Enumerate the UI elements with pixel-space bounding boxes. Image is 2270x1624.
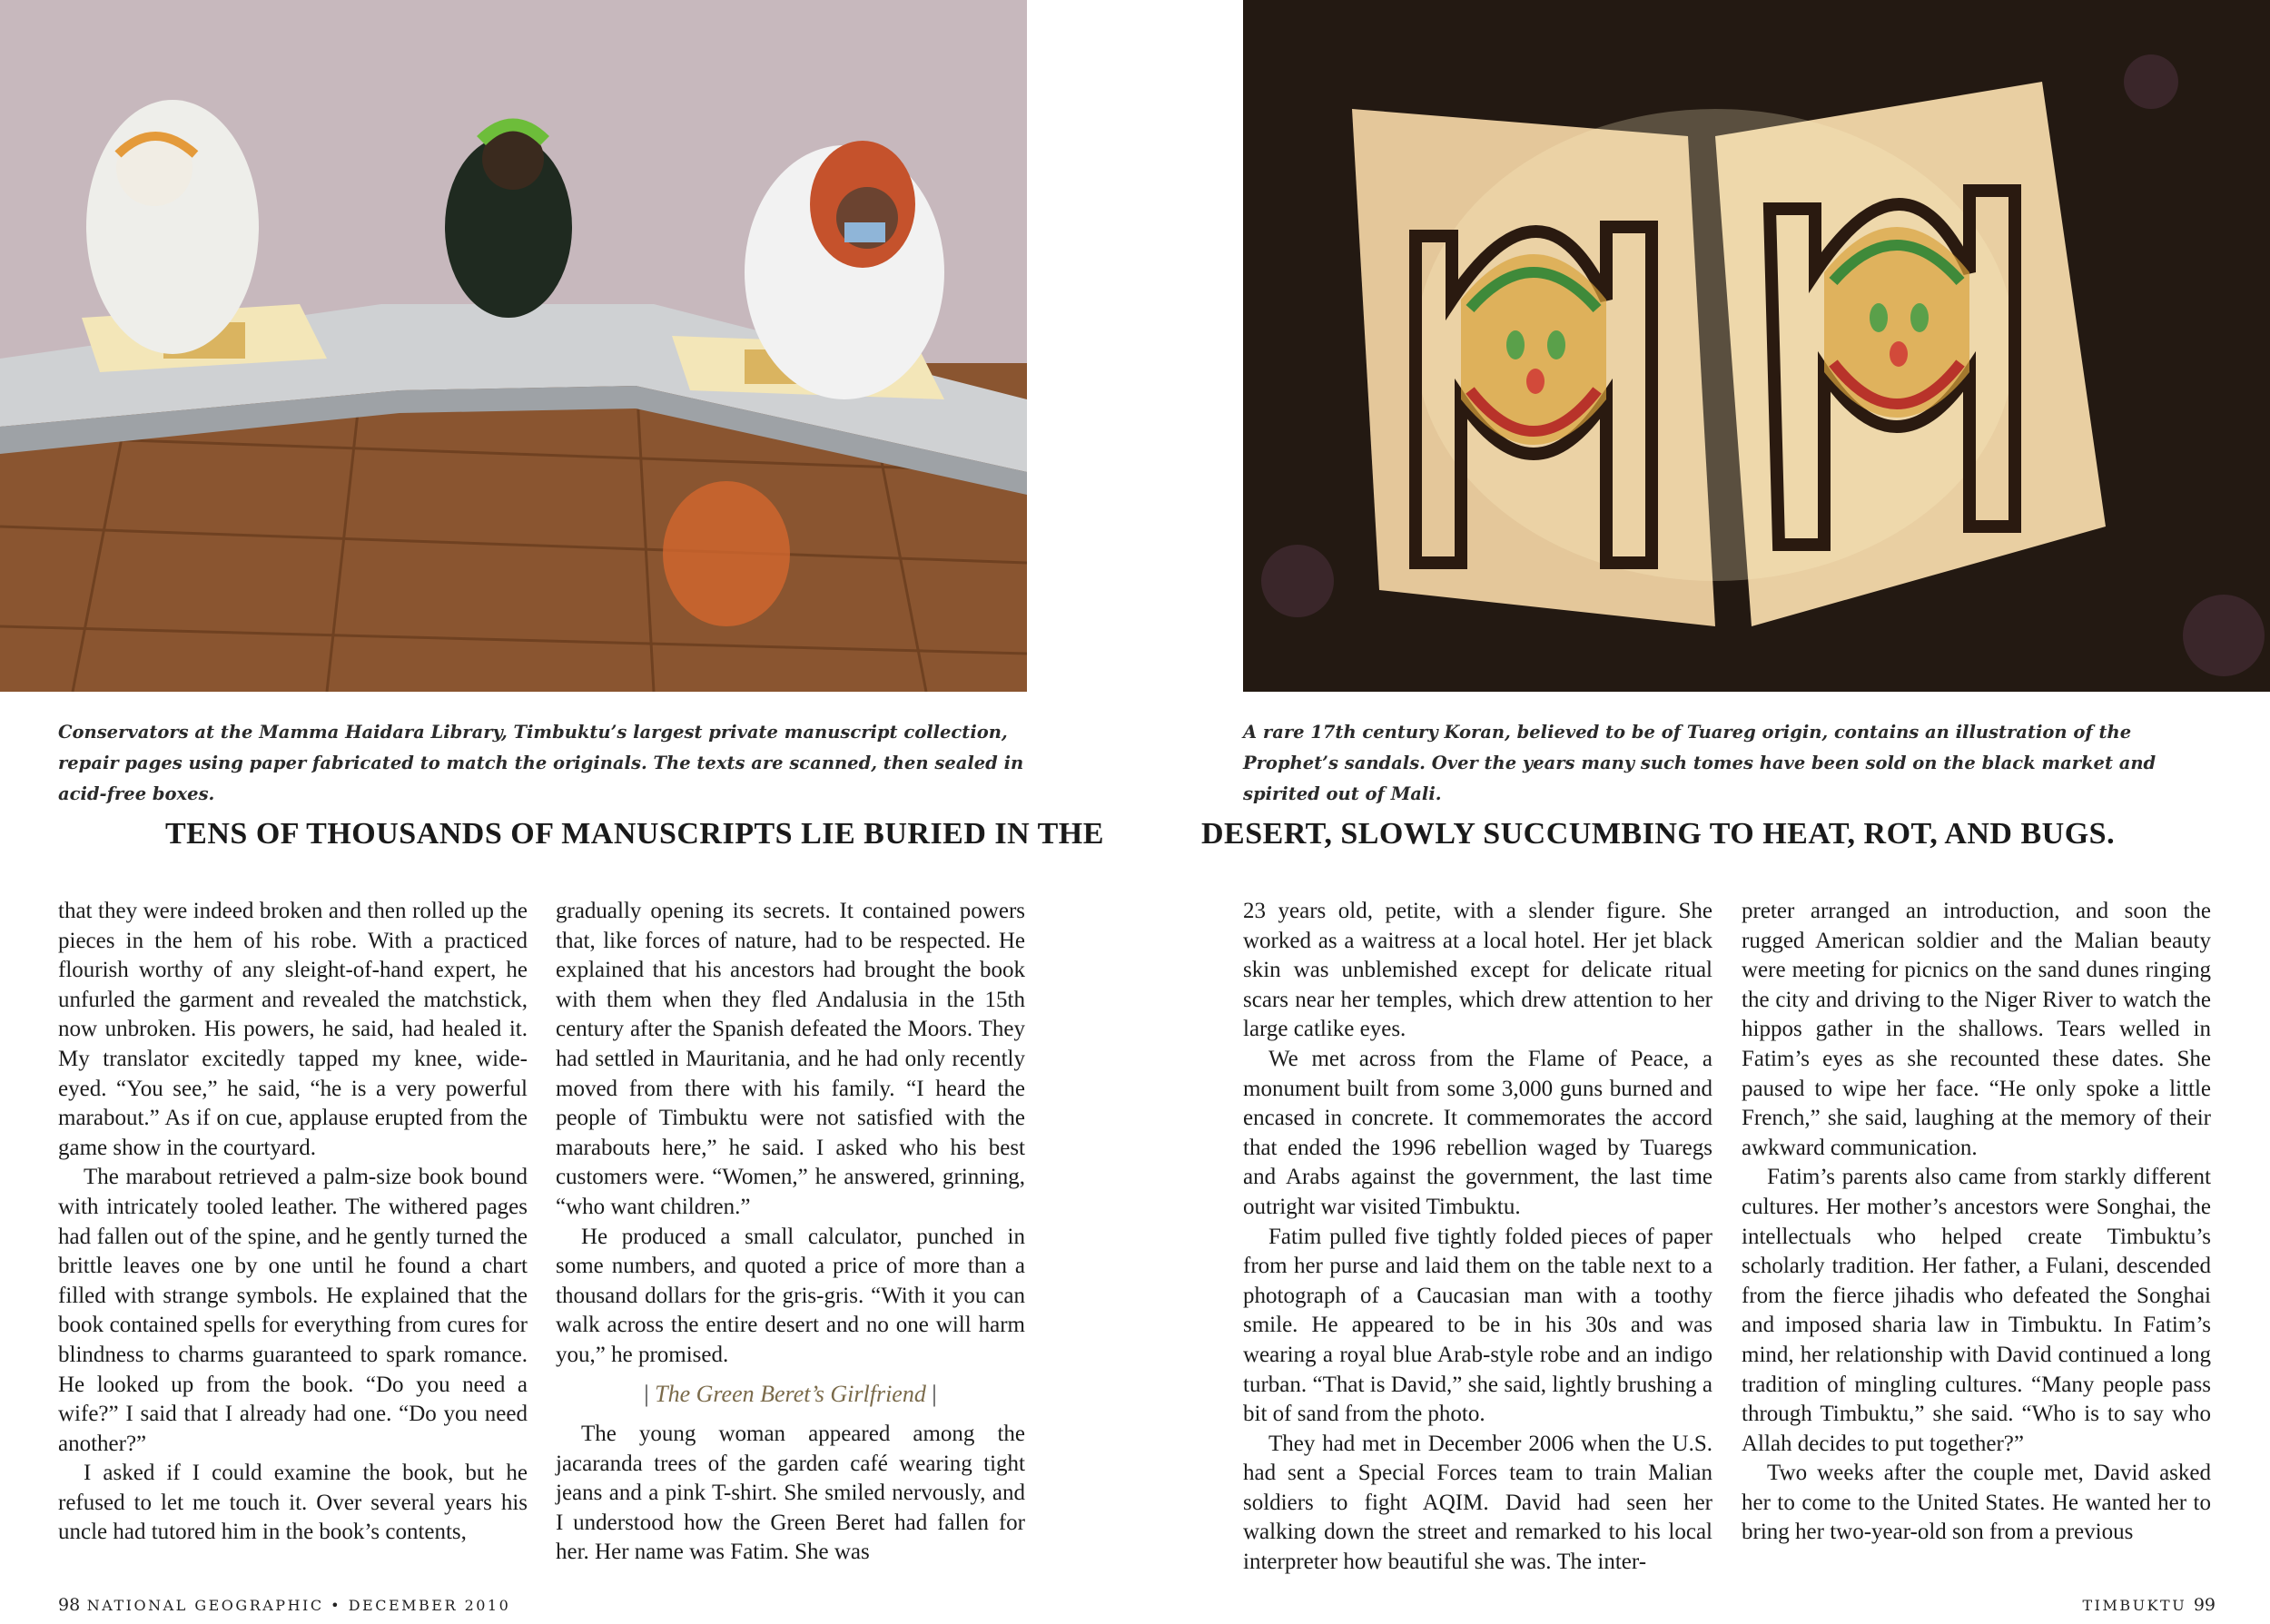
- conservators-photo-illustration: [0, 0, 1027, 692]
- paragraph: He produced a small calculator, punched in some numbers, and quoted a price of more than a thousand dollars for the gris-gris. “With it you can walk across the entire desert and no one will harm you,” he promised.: [556, 1224, 1025, 1367]
- paragraph: Fatim pulled five tightly folded pieces of paper from her purse and laid them on the table next to a photograph of a Caucasian man with a toothy smile. He appeared to be in his 30s and was wearing a royal blue Arab-style robe and an indigo turban. “That is David,” she said, lightly brushing a bit of sand from the photo.: [1243, 1224, 1712, 1427]
- photo-koran: [1243, 0, 2270, 692]
- subhead-rule-left: |: [644, 1380, 649, 1407]
- paragraph: The young woman appeared among the jacaranda trees of the garden café wearing tight jeans and a pink T-shirt. She smiled nervously, and I understood how the Green Beret had fallen for her. Her name was Fatim. She was: [556, 1422, 1025, 1565]
- section-subhead: [556, 1380, 1025, 1410]
- page-number-right: 99: [2193, 1595, 2216, 1615]
- paragraph: They had met in December 2006 when the U.S. had sent a Special Forces team to train Malian soldiers to fight AQIM. David had seen her walking down the street and remarked to his local interpreter how beautiful she was. The inter-: [1243, 1431, 1712, 1575]
- article-column-2: [556, 897, 1025, 1568]
- paragraph: Two weeks after the couple met, David asked her to come to the United States. He wanted her to bring her two-year-old son from a previous: [1742, 1461, 2211, 1545]
- paragraph: 23 years old, petite, with a slender figure. She worked as a waitress at a local hotel. Her jet black skin was unblemished except for delicate ritual scars near her temples, which drew attention to her large catlike eyes.: [1243, 899, 1712, 1042]
- paragraph: We met across from the Flame of Peace, a monument built from some 3,000 guns burned and encased in concrete. It commemorates the accord that ended the 1996 rebellion waged by Tuaregs and Arabs against the government, the last time outright war visited Timbuktu.: [1243, 1046, 1712, 1219]
- paragraph: The marabout retrieved a palm-size book bound with intricately tooled leather. The withered pages had fallen out of the spine, and he gently turned the brittle leaves one by one until he found a chart filled with strange symbols. He explained that the book contained spells for everything from cures for blindness to charms guaranteed to spark romance. He looked up from the book. “Do you need a wife?” I said that I already had one. “Do you need another?”: [58, 1165, 528, 1456]
- koran-photo-illustration: [1243, 0, 2270, 692]
- paragraph: I asked if I could examine the book, but he refused to let me touch it. Over several years his uncle had tutored him in the book’s contents,: [58, 1461, 528, 1545]
- subhead-title: The Green Beret’s Girlfriend: [655, 1380, 926, 1407]
- photo-caption-right: A rare 17th century Koran, believed to be of Tuareg origin, contains an illustration of the Prophet’s sandals. Over the years many such tomes have been sold on the black market and spirited out of Mali.: [1243, 722, 2156, 804]
- paragraph: gradually opening its secrets. It contained powers that, like forces of nature, had to be respected. He explained that his ancestors had brought the book with them when they fled Andalusia in the 15th century after the Spanish defeated the Moors. They had settled in Mauritania, and he had only recently moved from there with his family. “I heard the people of Timbuktu were not satisfied with the marabouts here,” he said. I asked who his best customers were. “Women,” he answered, grinning, “who want children.”: [556, 899, 1025, 1219]
- folio-left-text: NATIONAL GEOGRAPHIC • DECEMBER 2010: [86, 1597, 511, 1614]
- article-column-3: [1243, 897, 1712, 1578]
- photo-conservators: [0, 0, 1027, 692]
- paragraph: preter arranged an introduction, and soon the rugged American soldier and the Malian beauty were meeting for picnics on the sand dunes ringing the city and driving to the Niger River to watch the hippos gather in the shallows. Tears welled in Fatim’s eyes as she recounted these dates. She paused to wipe her face. “He only spoke a little French,” she said, laughing at the memory of their awkward communication.: [1742, 899, 2211, 1160]
- article-column-4: [1742, 897, 2211, 1548]
- subhead-rule-right: |: [932, 1380, 937, 1407]
- paragraph: that they were indeed broken and then rolled up the pieces in the hem of his robe. With a practiced flourish worthy of any sleight-of-hand expert, he unfurled the garment and revealed the matchstick, now unbroken. His powers, he said, had healed it. My translator excitedly tapped my knee, wide-eyed. “You see,” he said, “he is a very powerful marabout.” As if on cue, applause erupted from the game show in the courtyard.: [58, 899, 528, 1160]
- page-number-left: 98: [58, 1595, 81, 1615]
- pull-quote-right: DESERT, SLOWLY SUCCUMBING TO HEAT, ROT, AND BUGS.: [1201, 817, 2116, 851]
- folio-right: [2082, 1595, 2216, 1615]
- pull-quote-left: TENS OF THOUSANDS OF MANUSCRIPTS LIE BURIED IN THE: [165, 817, 1104, 851]
- article-column-1: [58, 897, 528, 1548]
- folio-right-text: TIMBUKTU: [2082, 1597, 2187, 1614]
- folio-left: [58, 1595, 510, 1615]
- photo-caption-left: Conservators at the Mamma Haidara Library, Timbuktu’s largest private manuscript collection, repair pages using paper fabricated to match the originals. The texts are scanned, then sealed in acid-free boxes.: [58, 722, 1024, 804]
- paragraph: Fatim’s parents also came from starkly different cultures. Her mother’s ancestors were Songhai, the intellectuals who helped create Timbuktu’s scholarly tradition. Her father, a Fulani, descended from the fierce jihadis who defeated the Songhai and imposed sharia law in Timbuktu. In Fatim’s mind, her relationship with David continued a long tradition of mingling cultures. “Many people pass through Timbuktu,” she said. “Who is to say who Allah decides to put together?”: [1742, 1165, 2211, 1456]
